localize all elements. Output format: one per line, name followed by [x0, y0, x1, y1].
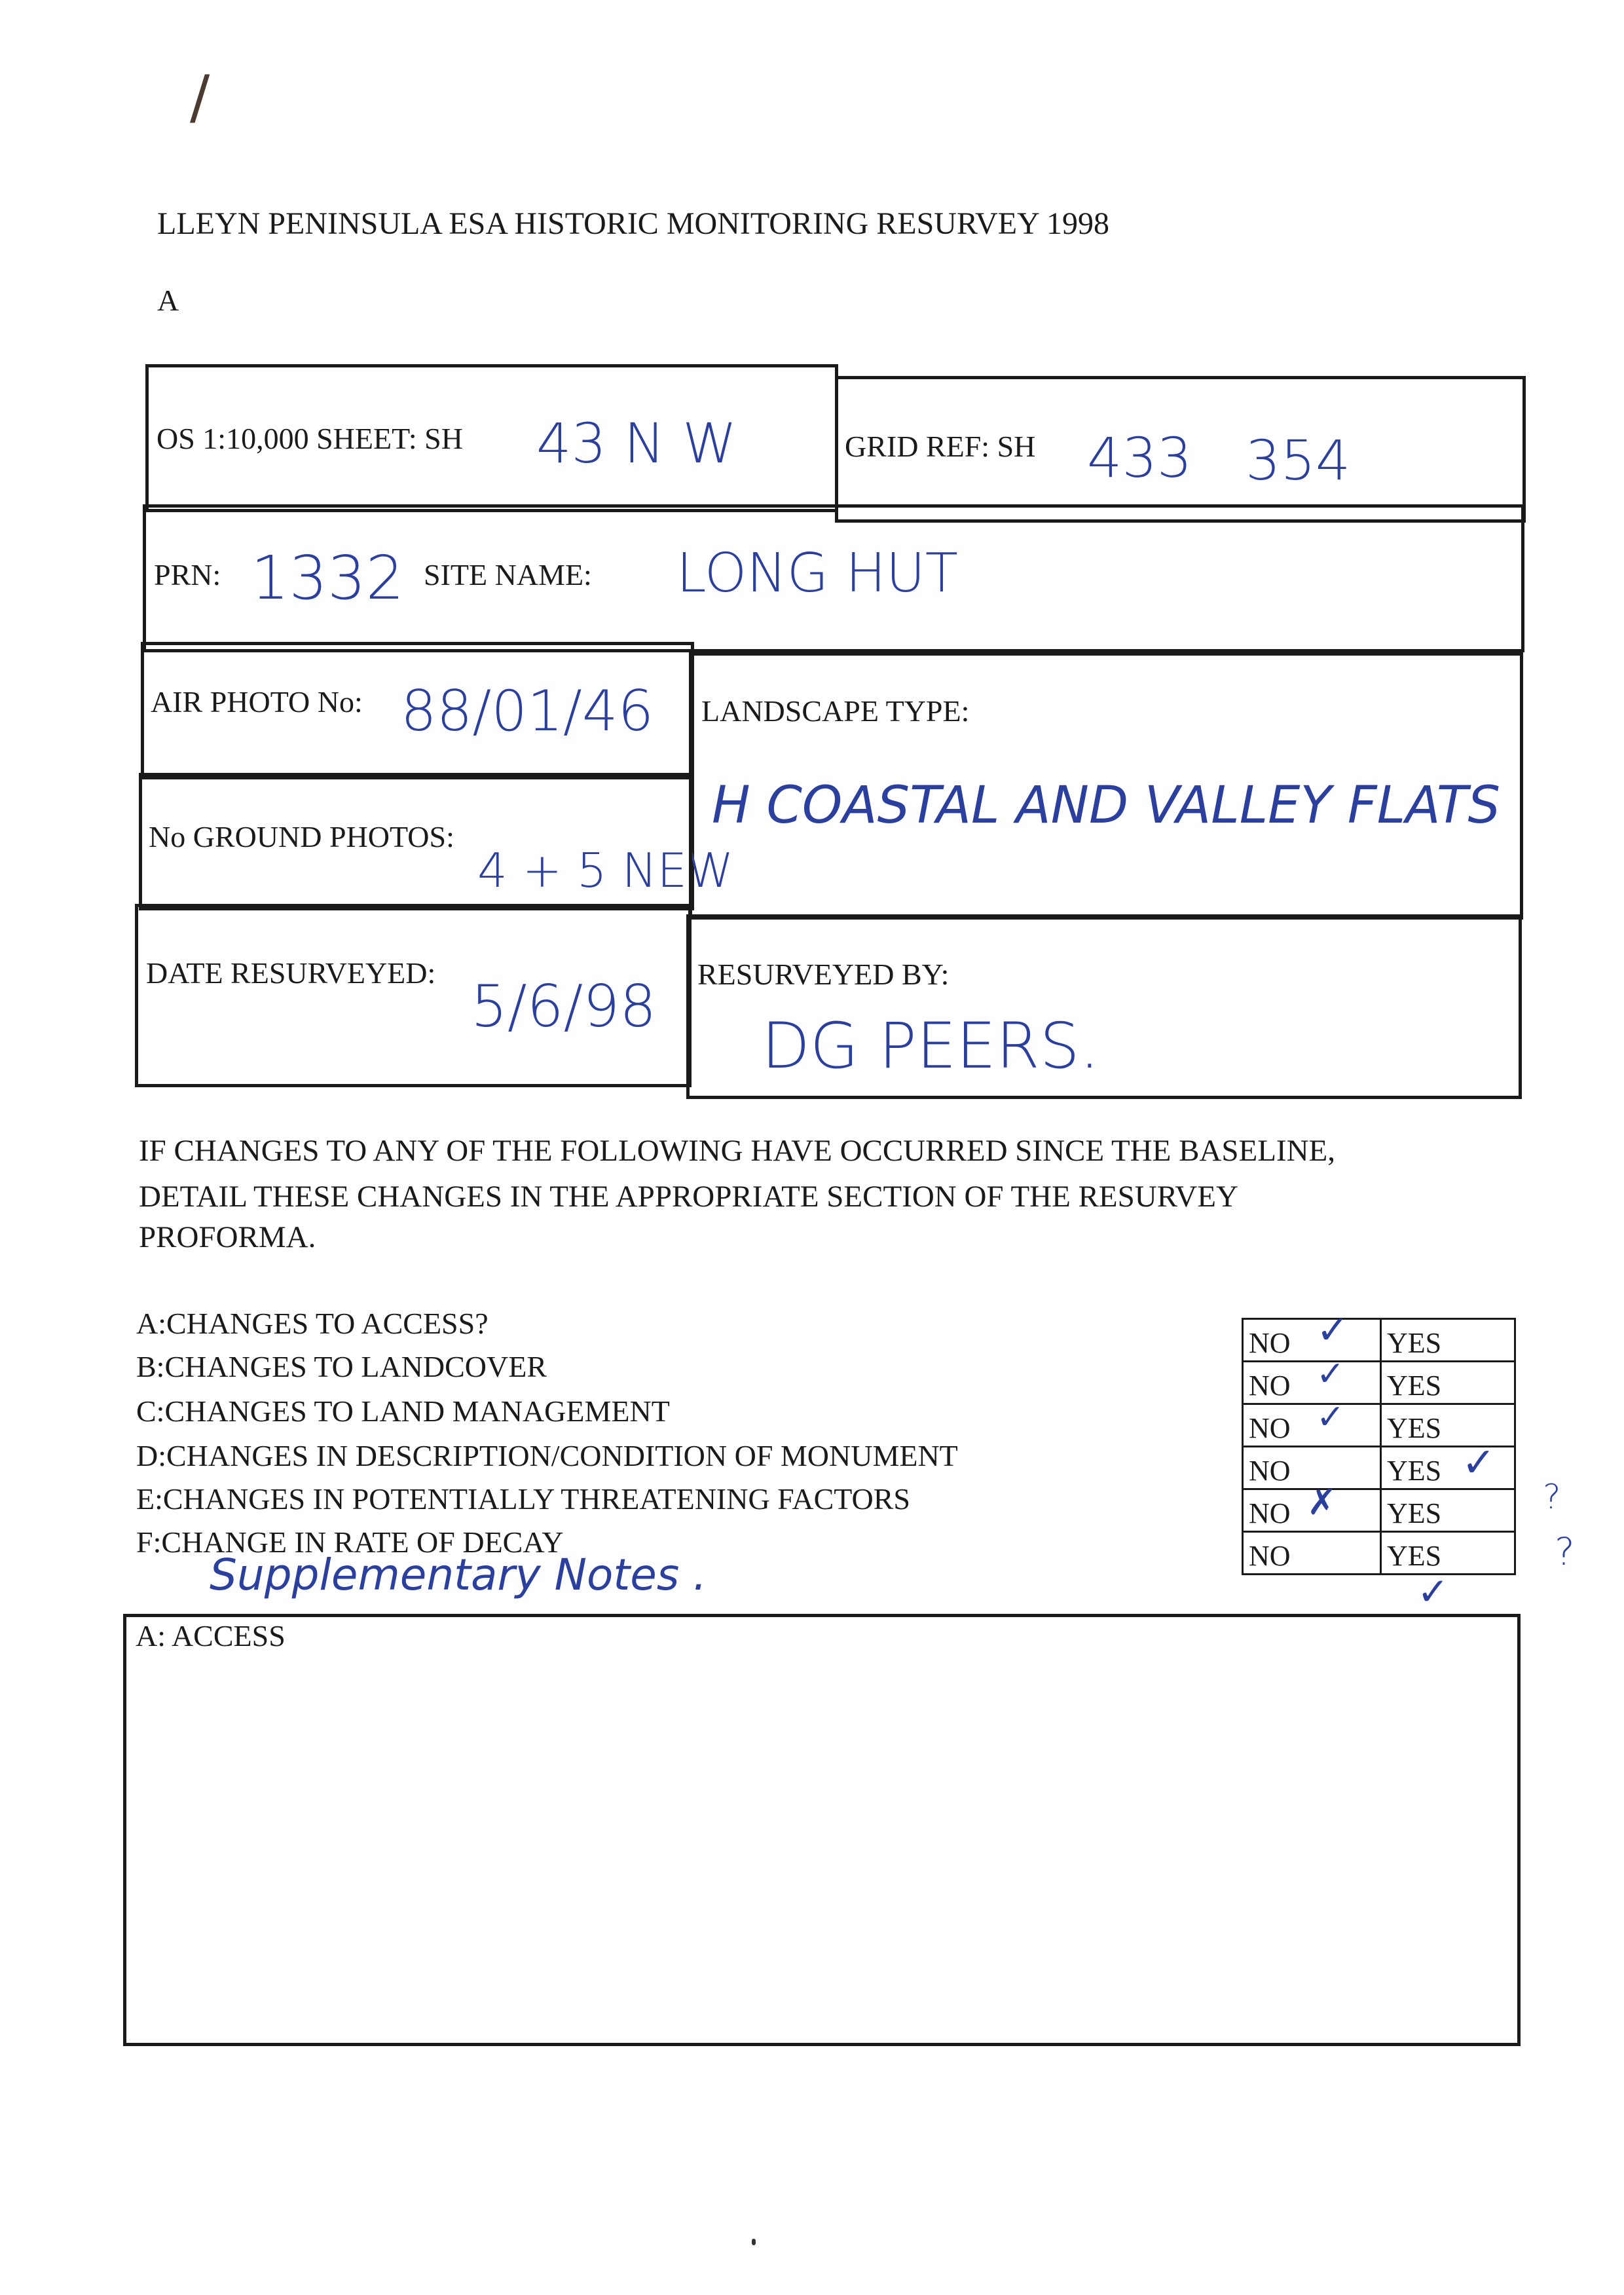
- tick-mark-no-b: ✓: [1316, 1356, 1345, 1393]
- yes-cell-e[interactable]: YES: [1380, 1488, 1516, 1533]
- stray-pen-mark: /: [190, 63, 210, 132]
- no-cell-c[interactable]: NO: [1242, 1403, 1382, 1447]
- change-label-b: B:CHANGES TO LANDCOVER: [136, 1350, 547, 1383]
- no-cell-b[interactable]: NO: [1242, 1360, 1382, 1405]
- yes-cell-a[interactable]: YES: [1380, 1318, 1516, 1362]
- no-cell-a[interactable]: NO: [1242, 1318, 1382, 1362]
- grid-ref-cell: [835, 376, 1526, 523]
- access-section-label: A: ACCESS: [136, 1619, 286, 1652]
- access-section-box[interactable]: [123, 1614, 1521, 2046]
- grid-ref-north[interactable]: 354: [1246, 428, 1351, 493]
- change-label-d: D:CHANGES IN DESCRIPTION/CONDITION OF MONUMENT: [136, 1439, 958, 1472]
- grid-ref-label: GRID REF: SH: [845, 430, 1036, 463]
- resurveyed-by-cell: [686, 914, 1522, 1099]
- tick-mark-yes-f: ✓: [1417, 1571, 1449, 1613]
- yes-cell-c[interactable]: YES: [1380, 1403, 1516, 1447]
- change-label-c: C:CHANGES TO LAND MANAGEMENT: [136, 1394, 670, 1428]
- site-name-label: SITE NAME:: [424, 558, 592, 591]
- date-label: DATE RESURVEYED:: [146, 956, 436, 990]
- question-mark-e: ?: [1543, 1478, 1561, 1517]
- air-photo-cell: [141, 642, 694, 779]
- stray-dot: [752, 2239, 756, 2245]
- instructions-line-3: PROFORMA.: [139, 1220, 316, 1254]
- struck-mark-no-e: ✗: [1307, 1483, 1337, 1522]
- change-label-f: F:CHANGE IN RATE OF DECAY: [136, 1525, 564, 1559]
- os-sheet-value[interactable]: 43 N W: [536, 411, 737, 476]
- prn-label: PRN:: [154, 558, 221, 591]
- landscape-cell: [689, 652, 1523, 920]
- section-letter: A: [157, 284, 179, 317]
- tick-mark-no-a: ✓: [1316, 1309, 1350, 1352]
- change-label-e: E:CHANGES IN POTENTIALLY THREATENING FACTORS: [136, 1482, 911, 1516]
- yes-cell-f[interactable]: YES: [1380, 1531, 1516, 1575]
- supplementary-notes: Supplementary Notes .: [210, 1550, 707, 1600]
- yes-cell-d[interactable]: YES: [1380, 1446, 1516, 1490]
- yes-cell-b[interactable]: YES: [1380, 1360, 1516, 1405]
- date-value[interactable]: 5/6/98: [471, 973, 657, 1040]
- ground-photos-cell: [139, 773, 734, 910]
- question-mark-f: ?: [1555, 1529, 1575, 1574]
- ground-photos-value[interactable]: 4 + 5 NEW: [477, 843, 734, 898]
- no-cell-e[interactable]: NO: [1242, 1488, 1382, 1533]
- resurveyed-by-label: RESURVEYED BY:: [697, 958, 950, 991]
- prn-site-cell: [143, 504, 1524, 652]
- no-cell-d[interactable]: NO: [1242, 1446, 1382, 1490]
- air-photo-label: AIR PHOTO No:: [151, 685, 363, 718]
- change-label-a: A:CHANGES TO ACCESS?: [136, 1307, 489, 1340]
- air-photo-value[interactable]: 88/01/46: [401, 679, 654, 744]
- os-sheet-cell: [145, 364, 838, 512]
- no-cell-f[interactable]: NO: [1242, 1531, 1382, 1575]
- prn-value[interactable]: 1332: [251, 543, 405, 613]
- tick-mark-yes-d: ✓: [1462, 1441, 1496, 1485]
- date-cell: [135, 904, 692, 1087]
- instructions-line-2: DETAIL THESE CHANGES IN THE APPROPRIATE SECTION OF THE RESURVEY: [139, 1180, 1238, 1214]
- ground-photos-label: No GROUND PHOTOS:: [149, 820, 454, 853]
- instructions-line-1: IF CHANGES TO ANY OF THE FOLLOWING HAVE OCCURRED SINCE THE BASELINE,: [139, 1134, 1335, 1168]
- site-name-value[interactable]: LONG HUT: [676, 542, 959, 605]
- resurveyed-by-value[interactable]: DG PEERS.: [762, 1009, 1100, 1083]
- grid-ref-east[interactable]: 433: [1087, 426, 1192, 490]
- form-title: LLEYN PENINSULA ESA HISTORIC MONITORING RESURVEY 1998: [157, 206, 1109, 241]
- landscape-label: LANDSCAPE TYPE:: [701, 694, 970, 728]
- tick-mark-no-c: ✓: [1316, 1399, 1345, 1436]
- landscape-value[interactable]: H COASTAL AND VALLEY FLATS: [712, 776, 1501, 835]
- os-sheet-label: OS 1:10,000 SHEET: SH: [157, 422, 463, 455]
